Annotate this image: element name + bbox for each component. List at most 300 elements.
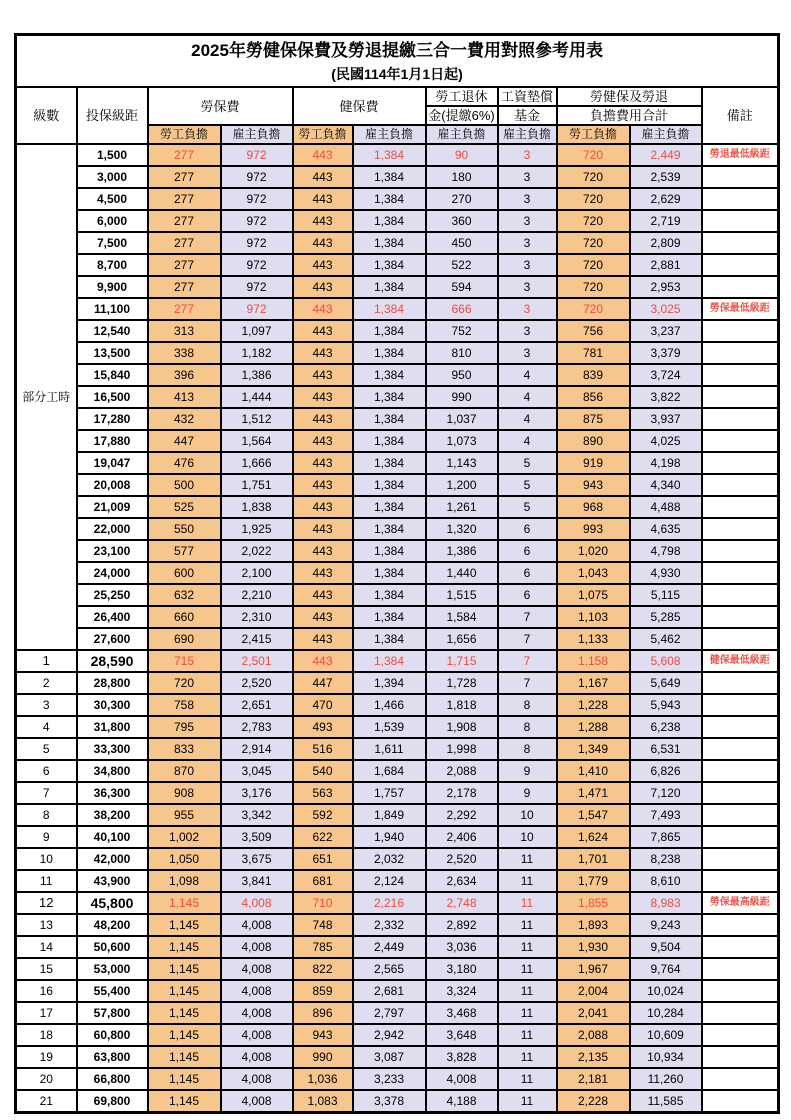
- value-cell: 1,098: [148, 870, 221, 892]
- value-cell: 277: [148, 254, 221, 276]
- value-cell: 443: [293, 408, 353, 430]
- table-row: [16, 694, 779, 716]
- note-cell: [702, 232, 779, 254]
- bracket-cell: 55,400: [77, 980, 148, 1002]
- table-row: [16, 1002, 779, 1024]
- bracket-cell: 11,100: [77, 298, 148, 320]
- value-cell: 715: [148, 650, 221, 672]
- value-cell: 1,466: [353, 694, 426, 716]
- value-cell: 493: [293, 716, 353, 738]
- value-cell: 11: [498, 1046, 557, 1068]
- value-cell: 2,797: [353, 1002, 426, 1024]
- value-cell: 1,930: [557, 936, 630, 958]
- value-cell: 2,310: [221, 606, 293, 628]
- value-cell: 1,384: [353, 386, 426, 408]
- note-cell: [702, 760, 779, 782]
- bracket-cell: 25,250: [77, 584, 148, 606]
- value-cell: 1,143: [426, 452, 498, 474]
- value-cell: 450: [426, 232, 498, 254]
- col-header-note: 備註: [702, 87, 779, 144]
- table-row: [16, 738, 779, 760]
- value-cell: 600: [148, 562, 221, 584]
- value-cell: 1,349: [557, 738, 630, 760]
- note-cell: [702, 628, 779, 650]
- subheader-total-employer: 雇主負擔: [630, 125, 702, 144]
- table-row: [16, 628, 779, 650]
- bracket-cell: 28,590: [77, 650, 148, 672]
- value-cell: 7: [498, 628, 557, 650]
- value-cell: 795: [148, 716, 221, 738]
- bracket-cell: 4,500: [77, 188, 148, 210]
- value-cell: 4,340: [630, 474, 702, 496]
- note-cell: [702, 1090, 779, 1113]
- value-cell: 11: [498, 870, 557, 892]
- value-cell: 1,384: [353, 320, 426, 342]
- table-row: [16, 782, 779, 804]
- value-cell: 752: [426, 320, 498, 342]
- bracket-cell: 38,200: [77, 804, 148, 826]
- value-cell: 2,651: [221, 694, 293, 716]
- value-cell: 277: [148, 166, 221, 188]
- value-cell: 2,004: [557, 980, 630, 1002]
- value-cell: 4,008: [426, 1068, 498, 1090]
- value-cell: 7: [498, 606, 557, 628]
- bracket-cell: 34,800: [77, 760, 148, 782]
- bracket-cell: 8,700: [77, 254, 148, 276]
- value-cell: 2,216: [353, 892, 426, 914]
- value-cell: 1,386: [426, 540, 498, 562]
- level-cell: 12: [16, 892, 77, 914]
- table-row: [16, 540, 779, 562]
- subheader-wage-fund-employer: 雇主負擔: [498, 125, 557, 144]
- level-cell: 15: [16, 958, 77, 980]
- value-cell: 1,384: [353, 342, 426, 364]
- col-header-total-line1: 勞健保及勞退: [557, 87, 702, 106]
- value-cell: 2,681: [353, 980, 426, 1002]
- value-cell: 2,520: [426, 848, 498, 870]
- value-cell: 3: [498, 298, 557, 320]
- value-cell: 1,728: [426, 672, 498, 694]
- bracket-cell: 16,500: [77, 386, 148, 408]
- value-cell: 1,444: [221, 386, 293, 408]
- value-cell: 822: [293, 958, 353, 980]
- value-cell: 1,547: [557, 804, 630, 826]
- value-cell: 2,892: [426, 914, 498, 936]
- bracket-cell: 42,000: [77, 848, 148, 870]
- value-cell: 5: [498, 452, 557, 474]
- value-cell: 1,684: [353, 760, 426, 782]
- bracket-cell: 24,000: [77, 562, 148, 584]
- value-cell: 4,008: [221, 1090, 293, 1113]
- value-cell: 7: [498, 650, 557, 672]
- table-row: [16, 914, 779, 936]
- value-cell: 550: [148, 518, 221, 540]
- level-cell: 10: [16, 848, 77, 870]
- bracket-cell: 33,300: [77, 738, 148, 760]
- value-cell: 1,893: [557, 914, 630, 936]
- value-cell: 3: [498, 188, 557, 210]
- value-cell: 3,180: [426, 958, 498, 980]
- value-cell: 5,285: [630, 606, 702, 628]
- value-cell: 1,384: [353, 430, 426, 452]
- note-cell: [702, 1024, 779, 1046]
- bracket-cell: 17,280: [77, 408, 148, 430]
- table-row: [16, 760, 779, 782]
- level-cell: 14: [16, 936, 77, 958]
- table-row: [16, 826, 779, 848]
- note-cell: 健保最低級距: [702, 650, 779, 672]
- value-cell: 443: [293, 210, 353, 232]
- value-cell: 2,748: [426, 892, 498, 914]
- page-subtitle: (民國114年1月1日起): [331, 66, 463, 82]
- value-cell: 11,585: [630, 1090, 702, 1113]
- value-cell: 908: [148, 782, 221, 804]
- level-cell: 8: [16, 804, 77, 826]
- value-cell: 2,953: [630, 276, 702, 298]
- value-cell: 4,008: [221, 1002, 293, 1024]
- value-cell: 1,384: [353, 276, 426, 298]
- note-cell: [702, 430, 779, 452]
- value-cell: 3: [498, 342, 557, 364]
- value-cell: 1,384: [353, 144, 426, 166]
- value-cell: 313: [148, 320, 221, 342]
- level-cell: 16: [16, 980, 77, 1002]
- value-cell: 2,719: [630, 210, 702, 232]
- value-cell: 432: [148, 408, 221, 430]
- note-cell: [702, 518, 779, 540]
- value-cell: 443: [293, 562, 353, 584]
- bracket-cell: 27,600: [77, 628, 148, 650]
- value-cell: 896: [293, 1002, 353, 1024]
- value-cell: 6: [498, 518, 557, 540]
- level-cell: 9: [16, 826, 77, 848]
- value-cell: 1,002: [148, 826, 221, 848]
- value-cell: 8: [498, 716, 557, 738]
- value-cell: 968: [557, 496, 630, 518]
- bracket-cell: 13,500: [77, 342, 148, 364]
- value-cell: 6,826: [630, 760, 702, 782]
- col-header-pension-line1: 勞工退休: [426, 87, 498, 106]
- note-cell: [702, 320, 779, 342]
- bracket-cell: 7,500: [77, 232, 148, 254]
- table-row: [16, 254, 779, 276]
- value-cell: 8,983: [630, 892, 702, 914]
- value-cell: 972: [221, 276, 293, 298]
- value-cell: 443: [293, 188, 353, 210]
- table-row: [16, 936, 779, 958]
- value-cell: 972: [221, 298, 293, 320]
- value-cell: 2,178: [426, 782, 498, 804]
- value-cell: 1,228: [557, 694, 630, 716]
- value-cell: 1,611: [353, 738, 426, 760]
- value-cell: 4,008: [221, 892, 293, 914]
- value-cell: 1,037: [426, 408, 498, 430]
- value-cell: 1,145: [148, 1002, 221, 1024]
- note-cell: [702, 738, 779, 760]
- value-cell: 10,934: [630, 1046, 702, 1068]
- value-cell: 1,384: [353, 474, 426, 496]
- value-cell: 443: [293, 276, 353, 298]
- value-cell: 7,493: [630, 804, 702, 826]
- value-cell: 1,751: [221, 474, 293, 496]
- value-cell: 2,449: [353, 936, 426, 958]
- value-cell: 2,088: [426, 760, 498, 782]
- value-cell: 1,182: [221, 342, 293, 364]
- value-cell: 972: [221, 144, 293, 166]
- value-cell: 710: [293, 892, 353, 914]
- value-cell: 11,260: [630, 1068, 702, 1090]
- value-cell: 1,043: [557, 562, 630, 584]
- value-cell: 4,930: [630, 562, 702, 584]
- note-cell: [702, 276, 779, 298]
- value-cell: 690: [148, 628, 221, 650]
- note-cell: [702, 496, 779, 518]
- value-cell: 2,634: [426, 870, 498, 892]
- value-cell: 1,384: [353, 540, 426, 562]
- bracket-cell: 48,200: [77, 914, 148, 936]
- value-cell: 277: [148, 276, 221, 298]
- level-cell: 4: [16, 716, 77, 738]
- value-cell: 972: [221, 166, 293, 188]
- value-cell: 10,024: [630, 980, 702, 1002]
- level-cell: 17: [16, 1002, 77, 1024]
- subheader-total-employee: 勞工負擔: [557, 125, 630, 144]
- value-cell: 11: [498, 914, 557, 936]
- value-cell: 1,624: [557, 826, 630, 848]
- note-cell: [702, 606, 779, 628]
- note-cell: [702, 716, 779, 738]
- value-cell: 993: [557, 518, 630, 540]
- value-cell: 2,332: [353, 914, 426, 936]
- bracket-cell: 6,000: [77, 210, 148, 232]
- note-cell: [702, 826, 779, 848]
- value-cell: 1,050: [148, 848, 221, 870]
- note-cell: [702, 958, 779, 980]
- subheader-labor-employee: 勞工負擔: [148, 125, 221, 144]
- value-cell: 4,008: [221, 1024, 293, 1046]
- value-cell: 1,940: [353, 826, 426, 848]
- value-cell: 1,656: [426, 628, 498, 650]
- value-cell: 2,629: [630, 188, 702, 210]
- value-cell: 1,539: [353, 716, 426, 738]
- value-cell: 7,120: [630, 782, 702, 804]
- bracket-cell: 50,600: [77, 936, 148, 958]
- value-cell: 972: [221, 210, 293, 232]
- value-cell: 3: [498, 144, 557, 166]
- table-row: [16, 584, 779, 606]
- bracket-cell: 57,800: [77, 1002, 148, 1024]
- value-cell: 443: [293, 254, 353, 276]
- value-cell: 2,088: [557, 1024, 630, 1046]
- level-cell: 6: [16, 760, 77, 782]
- table-row: [16, 672, 779, 694]
- value-cell: 1,384: [353, 584, 426, 606]
- value-cell: 2,292: [426, 804, 498, 826]
- value-cell: 2,501: [221, 650, 293, 672]
- value-cell: 413: [148, 386, 221, 408]
- value-cell: 447: [293, 672, 353, 694]
- value-cell: 4: [498, 430, 557, 452]
- value-cell: 1,158: [557, 650, 630, 672]
- table-row: [16, 958, 779, 980]
- value-cell: 1,925: [221, 518, 293, 540]
- note-cell: [702, 188, 779, 210]
- value-cell: 3,937: [630, 408, 702, 430]
- value-cell: 447: [148, 430, 221, 452]
- value-cell: 4,008: [221, 914, 293, 936]
- value-cell: 360: [426, 210, 498, 232]
- table-row: [16, 496, 779, 518]
- value-cell: 781: [557, 342, 630, 364]
- level-cell: 3: [16, 694, 77, 716]
- value-cell: 1,384: [353, 364, 426, 386]
- value-cell: 1,701: [557, 848, 630, 870]
- table-row: [16, 848, 779, 870]
- bracket-cell: 40,100: [77, 826, 148, 848]
- value-cell: 1,384: [353, 650, 426, 672]
- value-cell: 810: [426, 342, 498, 364]
- value-cell: 1,384: [353, 606, 426, 628]
- value-cell: 2,565: [353, 958, 426, 980]
- bracket-cell: 43,900: [77, 870, 148, 892]
- subheader-health-employee: 勞工負擔: [293, 125, 353, 144]
- value-cell: 443: [293, 474, 353, 496]
- value-cell: 2,124: [353, 870, 426, 892]
- value-cell: 2,942: [353, 1024, 426, 1046]
- value-cell: 522: [426, 254, 498, 276]
- value-cell: 1,818: [426, 694, 498, 716]
- value-cell: 3,233: [353, 1068, 426, 1090]
- value-cell: 443: [293, 144, 353, 166]
- value-cell: 4,635: [630, 518, 702, 540]
- value-cell: 3,379: [630, 342, 702, 364]
- table-header: [16, 35, 779, 145]
- value-cell: 277: [148, 188, 221, 210]
- value-cell: 972: [221, 232, 293, 254]
- value-cell: 4: [498, 364, 557, 386]
- note-cell: [702, 782, 779, 804]
- bracket-cell: 66,800: [77, 1068, 148, 1090]
- value-cell: 1,036: [293, 1068, 353, 1090]
- table-row: [16, 166, 779, 188]
- table-row: [16, 562, 779, 584]
- value-cell: 443: [293, 298, 353, 320]
- value-cell: 1,384: [353, 254, 426, 276]
- value-cell: 1,515: [426, 584, 498, 606]
- value-cell: 3,675: [221, 848, 293, 870]
- value-cell: 1,167: [557, 672, 630, 694]
- value-cell: 2,041: [557, 1002, 630, 1024]
- note-cell: [702, 870, 779, 892]
- value-cell: 632: [148, 584, 221, 606]
- level-cell: 7: [16, 782, 77, 804]
- value-cell: 3: [498, 254, 557, 276]
- value-cell: 972: [221, 188, 293, 210]
- table-row: [16, 606, 779, 628]
- table-row: [16, 430, 779, 452]
- value-cell: 443: [293, 518, 353, 540]
- value-cell: 5,462: [630, 628, 702, 650]
- value-cell: 3,045: [221, 760, 293, 782]
- bracket-cell: 12,540: [77, 320, 148, 342]
- level-cell: 13: [16, 914, 77, 936]
- value-cell: 1,998: [426, 738, 498, 760]
- table-row: [16, 1024, 779, 1046]
- level-cell: 11: [16, 870, 77, 892]
- value-cell: 1,384: [353, 408, 426, 430]
- bracket-cell: 36,300: [77, 782, 148, 804]
- value-cell: 443: [293, 628, 353, 650]
- value-cell: 592: [293, 804, 353, 826]
- value-cell: 2,135: [557, 1046, 630, 1068]
- value-cell: 2,783: [221, 716, 293, 738]
- note-cell: [702, 1046, 779, 1068]
- value-cell: 1,288: [557, 716, 630, 738]
- value-cell: 1,564: [221, 430, 293, 452]
- value-cell: 3: [498, 210, 557, 232]
- value-cell: 5: [498, 474, 557, 496]
- table-row: [16, 232, 779, 254]
- table-row: [16, 474, 779, 496]
- table-row: [16, 452, 779, 474]
- title-cell: [16, 35, 779, 88]
- value-cell: 5,608: [630, 650, 702, 672]
- value-cell: 270: [426, 188, 498, 210]
- col-header-total-line2: 負擔費用合計: [557, 106, 702, 125]
- bracket-cell: 28,800: [77, 672, 148, 694]
- value-cell: 2,449: [630, 144, 702, 166]
- value-cell: 2,539: [630, 166, 702, 188]
- value-cell: 277: [148, 232, 221, 254]
- value-cell: 594: [426, 276, 498, 298]
- value-cell: 443: [293, 320, 353, 342]
- note-cell: [702, 1068, 779, 1090]
- value-cell: 443: [293, 606, 353, 628]
- value-cell: 1,020: [557, 540, 630, 562]
- value-cell: 11: [498, 1024, 557, 1046]
- value-cell: 1,384: [353, 166, 426, 188]
- value-cell: 443: [293, 650, 353, 672]
- value-cell: 1,200: [426, 474, 498, 496]
- note-cell: [702, 1002, 779, 1024]
- value-cell: 11: [498, 892, 557, 914]
- value-cell: 11: [498, 958, 557, 980]
- table-row: [16, 408, 779, 430]
- table-body: [16, 144, 779, 1113]
- value-cell: 443: [293, 364, 353, 386]
- note-cell: [702, 408, 779, 430]
- value-cell: 10,284: [630, 1002, 702, 1024]
- value-cell: 651: [293, 848, 353, 870]
- value-cell: 1,849: [353, 804, 426, 826]
- note-cell: 勞退最低級距: [702, 144, 779, 166]
- value-cell: 11: [498, 936, 557, 958]
- value-cell: 666: [426, 298, 498, 320]
- note-cell: [702, 210, 779, 232]
- value-cell: 955: [148, 804, 221, 826]
- value-cell: 660: [148, 606, 221, 628]
- value-cell: 11: [498, 1068, 557, 1090]
- value-cell: 3,087: [353, 1046, 426, 1068]
- subheader-labor-employer: 雇主負擔: [221, 125, 293, 144]
- value-cell: 525: [148, 496, 221, 518]
- value-cell: 1,715: [426, 650, 498, 672]
- value-cell: 785: [293, 936, 353, 958]
- table-row: [16, 144, 779, 166]
- note-cell: [702, 980, 779, 1002]
- note-cell: [702, 254, 779, 276]
- value-cell: 3,509: [221, 826, 293, 848]
